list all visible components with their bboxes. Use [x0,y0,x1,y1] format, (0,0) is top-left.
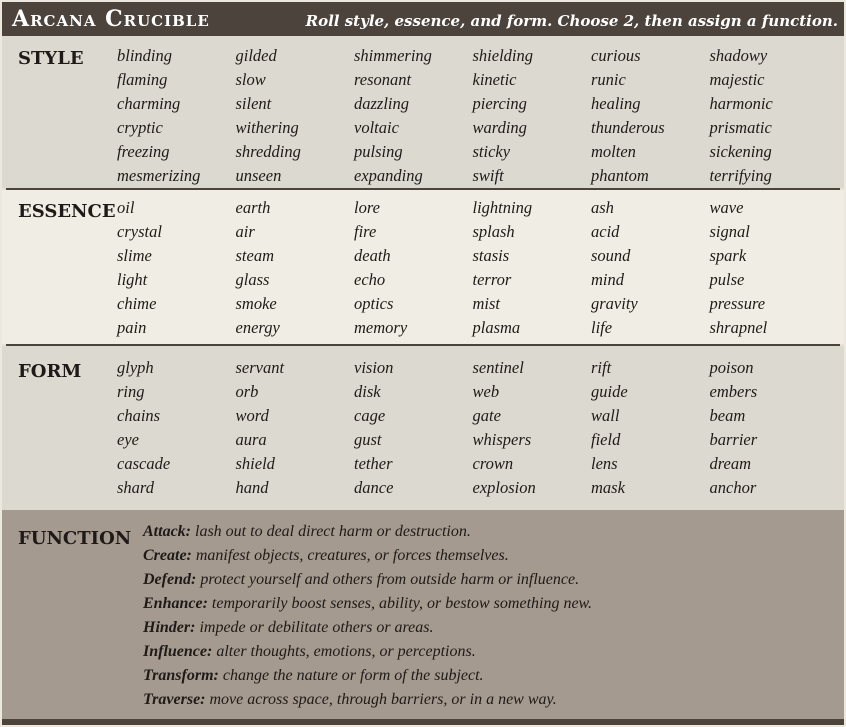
function-description: temporarily boost senses, ability, or bestow something new. [207,595,593,612]
style-word: cryptic [117,118,163,137]
style-word: mesmerizing [117,166,201,185]
table-header [2,2,844,36]
function-item [143,664,592,688]
function-name: Defend: [143,571,197,588]
function-item [143,688,592,712]
footer-bar [2,719,844,725]
essence-word: echo [354,270,386,289]
form-word: sentinel [472,358,524,377]
essence-word: mind [591,270,624,289]
form-word: cage [354,406,386,425]
form-word: tether [354,454,393,473]
form-word: shard [117,478,154,497]
style-word: shimmering [354,46,432,65]
style-word: voltaic [354,118,399,137]
essence-word: stasis [472,246,510,265]
style-label: STYLE [18,48,84,69]
function-label: FUNCTION [18,528,132,549]
essence-word: signal [709,222,750,241]
form-word: whispers [472,430,532,449]
essence-word: light [117,270,148,289]
form-word: orb [235,382,259,401]
style-word: charming [117,94,181,113]
table-title: Arcana Crucible [12,6,210,32]
essence-word: gravity [591,294,638,313]
style-word: piercing [472,94,527,113]
form-word: mask [591,478,625,497]
function-description: impede or debilitate others or areas. [195,619,434,636]
style-word: warding [472,118,527,137]
form-word: aura [235,430,267,449]
essence-word: smoke [235,294,277,313]
form-word: dance [354,478,394,497]
style-word: kinetic [472,70,517,89]
form-word: servant [235,358,285,377]
function-name: Transform: [143,667,219,684]
essence-word: air [235,222,255,241]
function-description: protect yourself and others from outside harm or influence. [196,571,580,588]
function-name: Traverse: [143,691,206,708]
essence-word: chime [117,294,157,313]
style-word: runic [591,70,626,89]
style-word: prismatic [709,118,772,137]
style-word: swift [472,166,504,185]
essence-word: earth [235,198,271,217]
form-word: guide [591,382,628,401]
essence-word: life [591,318,613,337]
style-word: majestic [709,70,765,89]
essence-word: sound [591,246,631,265]
style-word: resonant [354,70,412,89]
style-word: expanding [354,166,423,185]
function-item [143,640,592,664]
form-word: crown [472,454,514,473]
style-word: freezing [117,142,170,161]
essence-word: ash [591,198,614,217]
style-word: shredding [235,142,301,161]
form-word: explosion [472,478,536,497]
essence-word: crystal [117,222,162,241]
style-word: harmonic [709,94,773,113]
style-word: healing [591,94,641,113]
form-word: beam [709,406,746,425]
form-word: embers [709,382,758,401]
essence-word: plasma [472,318,521,337]
form-word: anchor [709,478,757,497]
form-word: lens [591,454,618,473]
style-word: sticky [472,142,511,161]
essence-word: fire [354,222,377,241]
style-word: pulsing [354,142,403,161]
essence-word: memory [354,318,408,337]
essence-label: ESSENCE [18,201,116,222]
style-word: phantom [591,166,649,185]
essence-word: pain [117,318,147,337]
essence-word: death [354,246,391,265]
style-word: withering [235,118,299,137]
style-section [2,36,844,188]
essence-word: steam [235,246,274,265]
essence-word: terror [472,270,512,289]
form-label: FORM [18,361,82,382]
essence-word: wave [709,198,744,217]
form-section [2,346,844,510]
form-word: gate [472,406,501,425]
essence-word: shrapnel [709,318,768,337]
form-word: rift [591,358,612,377]
form-word: chains [117,406,161,425]
style-word: thunderous [591,118,665,137]
function-name: Create: [143,547,192,564]
function-name: Enhance: [143,595,208,612]
form-word: cascade [117,454,171,473]
function-description: alter thoughts, emotions, or perceptions. [212,643,476,660]
style-word: slow [235,70,266,89]
style-word: sickening [709,142,772,161]
style-word: shadowy [709,46,768,65]
function-item [143,568,592,592]
function-item [143,592,592,616]
form-word: wall [591,406,620,425]
function-name: Hinder: [143,619,196,636]
form-word: disk [354,382,381,401]
essence-word: pulse [709,270,745,289]
style-word: dazzling [354,94,410,113]
essence-word: slime [117,246,152,265]
form-word: field [591,430,621,449]
function-item [143,520,592,544]
form-word: ring [117,382,145,401]
form-grid [117,356,828,500]
essence-word: mist [472,294,501,313]
style-word: silent [235,94,272,113]
essence-word: optics [354,294,394,313]
style-word: shielding [472,46,533,65]
function-description: move across space, through barriers, or in a new way. [205,691,557,708]
style-word: blinding [117,46,173,65]
arcana-crucible-table [2,2,844,725]
function-description: change the nature or form of the subject. [218,667,484,684]
style-word: flaming [117,70,168,89]
table-instructions: Roll style, essence, and form. Choose 2, then assign a function. [305,12,838,30]
style-word: gilded [235,46,277,65]
form-word: gust [354,430,382,449]
essence-section [2,190,844,344]
form-word: shield [235,454,275,473]
function-name: Attack: [143,523,191,540]
function-description: manifest objects, creatures, or forces themselves. [191,547,509,564]
essence-grid [117,196,828,340]
style-grid [117,44,828,188]
form-word: poison [709,358,754,377]
essence-word: spark [709,246,747,265]
form-word: web [472,382,500,401]
function-list [143,520,592,712]
form-word: dream [709,454,752,473]
function-name: Influence: [143,643,213,660]
essence-word: acid [591,222,620,241]
essence-word: energy [235,318,280,337]
essence-word: pressure [709,294,766,313]
style-word: molten [591,142,636,161]
essence-word: glass [235,270,270,289]
form-word: word [235,406,269,425]
essence-word: oil [117,198,135,217]
essence-word: lightning [472,198,533,217]
form-word: barrier [709,430,758,449]
form-word: hand [235,478,269,497]
form-word: glyph [117,358,154,377]
function-description: lash out to deal direct harm or destruction. [191,523,471,540]
function-item [143,544,592,568]
essence-word: splash [472,222,515,241]
function-item [143,616,592,640]
style-word: curious [591,46,641,65]
essence-word: lore [354,198,380,217]
form-word: vision [354,358,394,377]
function-section [2,510,844,719]
style-word: terrifying [709,166,772,185]
style-word: unseen [235,166,282,185]
form-word: eye [117,430,139,449]
